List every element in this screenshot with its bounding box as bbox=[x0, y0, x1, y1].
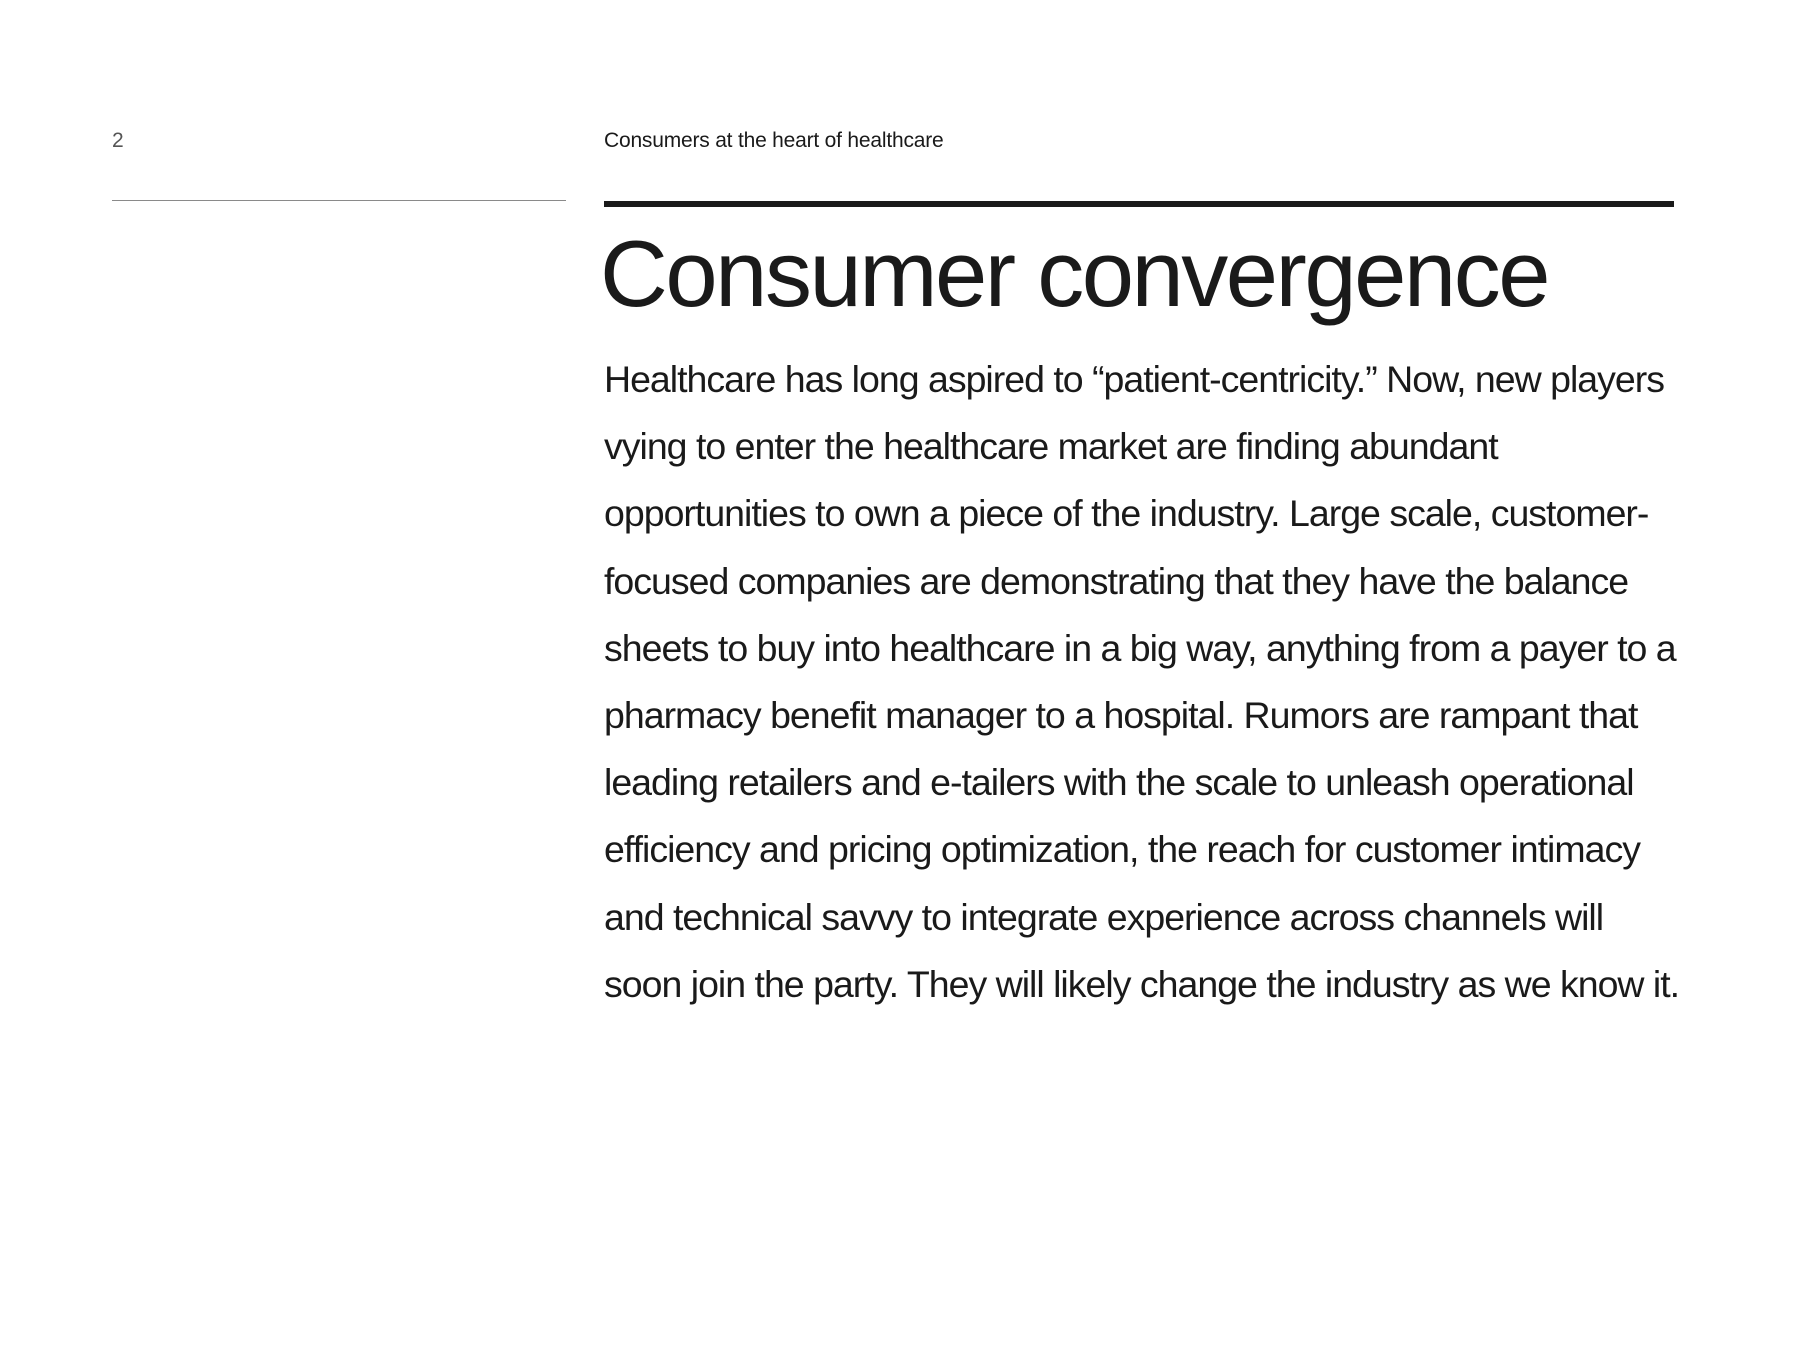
page-number: 2 bbox=[112, 129, 124, 152]
running-header: Consumers at the heart of healthcare bbox=[604, 129, 944, 152]
body-paragraph: Healthcare has long aspired to “patient-centricity.” Now, new players vying to enter the healthcare market are finding abundant opportunities to own a piece of the industry. Large scale, customer-focused companies are demonstrating that they have the balance sheets to buy into healthcare in a big way, anything from a payer to a pharmacy benefit manager to a hospital. Rumors are rampant that leading retailers and e-tailers with the scale to unleash operational efficiency and pricing optimization, the reach for customer intimacy and technical savvy to integrate experience across channels will soon join the party. They will likely change the industry as we know it. bbox=[604, 358, 1680, 1005]
title-divider-rule bbox=[604, 201, 1674, 207]
left-divider-rule bbox=[112, 200, 566, 201]
page-title: Consumer convergence bbox=[600, 221, 1548, 326]
